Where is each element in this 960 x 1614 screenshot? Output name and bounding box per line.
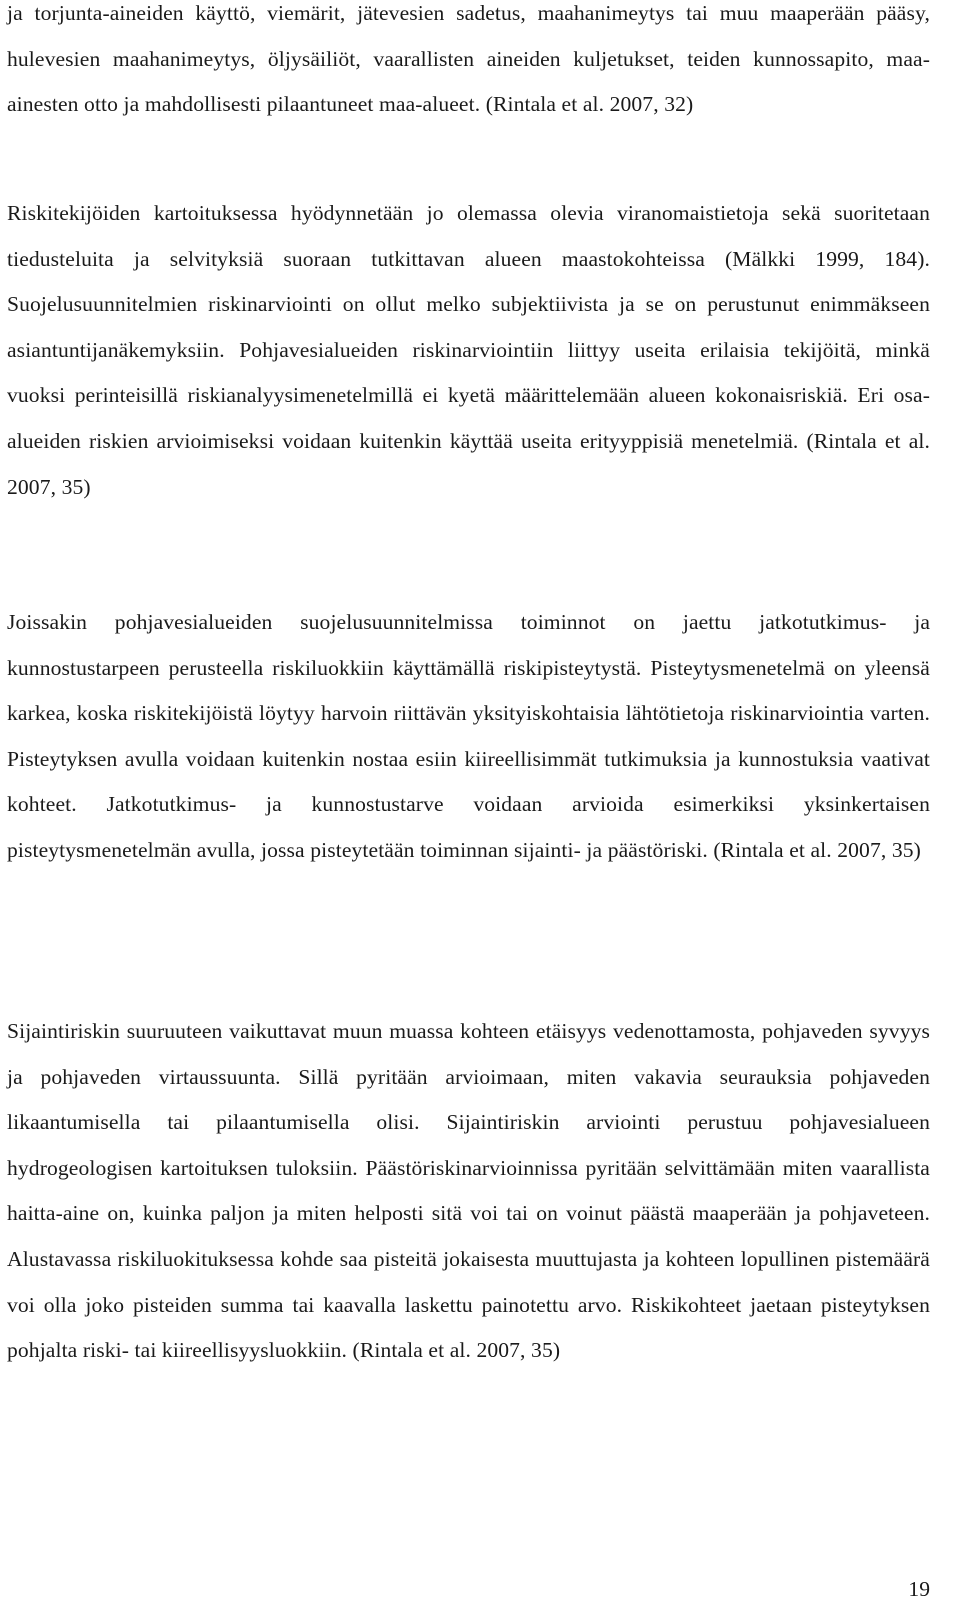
paragraph-2: Riskitekijöiden kartoituksessa hyödynnetään jo olemassa olevia viranomaistietoja sekä suoritetaan tiedusteluita ja selvityksiä suoraan tutkittavan alueen maastokohteissa (Mälkki 1999, 184). Suojelusuunnitelmien riskinarviointi on ollut melko subjektiivista ja se on perustunut enimmäkseen asiantuntijanäkemyksiin. Pohjavesialueiden riskinarviointiin liittyy useita erilaisia tekijöitä, minkä vuoksi perinteisillä riskianalyysimenetelmillä ei kyetä määrittelemään alueen kokonaisriskiä. Eri osa-alueiden riskien arvioimiseksi voidaan kuitenkin käyttää useita erityyppisiä menetelmiä. (Rintala et al. 2007, 35) (7, 201, 930, 499)
paragraph-3: Joissakin pohjavesialueiden suojelusuunnitelmissa toiminnot on jaettu jatkotutkimus- ja kunnostustarpeen perusteella riskiluokkiin käyttämällä riskipisteytystä. Pisteytysmenetelmä on yleensä karkea, koska riskitekijöistä löytyy harvoin riittävän yksityiskohtaisia lähtötietoja riskinarviointia varten. Pisteytyksen avulla voidaan kuitenkin nostaa esiin kiireellisimmät tutkimuksia ja kunnostuksia vaativat kohteet. Jatkotutkimus- ja kunnostustarve voidaan arvioida esimerkiksi yksinkertaisen pisteytysmenetelmän avulla, jossa pisteytetään toiminnan sijainti- ja päästöriski. (Rintala et al. 2007, 35) (7, 610, 930, 862)
paragraph-4: Sijaintiriskin suuruuteen vaikuttavat muun muassa kohteen etäisyys vedenottamosta, pohjaveden syvyys ja pohjaveden virtaussuunta. Sillä pyritään arvioimaan, miten vakavia seurauksia pohjaveden likaantumisella tai pilaantumisella olisi. Sijaintiriskin arviointi perustuu pohjavesialueen hydrogeologisen kartoituksen tuloksiin. Päästöriskinarvioinnissa pyritään selvittämään miten vaarallista haitta-aine on, kuinka paljon ja miten helposti sitä voi tai on voinut päästä maaperään ja pohjaveteen. Alustavassa riskiluokituksessa kohde saa pisteitä jokaisesta muuttujasta ja kohteen lopullinen pistemäärä voi olla joko pisteiden summa tai kaavalla laskettu painotettu arvo. Riskikohteet jaetaan pisteytyksen pohjalta riski- tai kiireellisyysluokkiin. (Rintala et al. 2007, 35) (7, 1019, 930, 1363)
paragraph-1: ja torjunta-aineiden käyttö, viemärit, jätevesien sadetus, maahanimeytys tai muu maaperään pääsy, hulevesien maahanimeytys, öljysäiliöt, vaarallisten aineiden kuljetukset, teiden kunnossapito, maa-ainesten otto ja mahdollisesti pilaantuneet maa-alueet. (Rintala et al. 2007, 32) (7, 1, 930, 117)
page-number: 19 (908, 1577, 930, 1601)
